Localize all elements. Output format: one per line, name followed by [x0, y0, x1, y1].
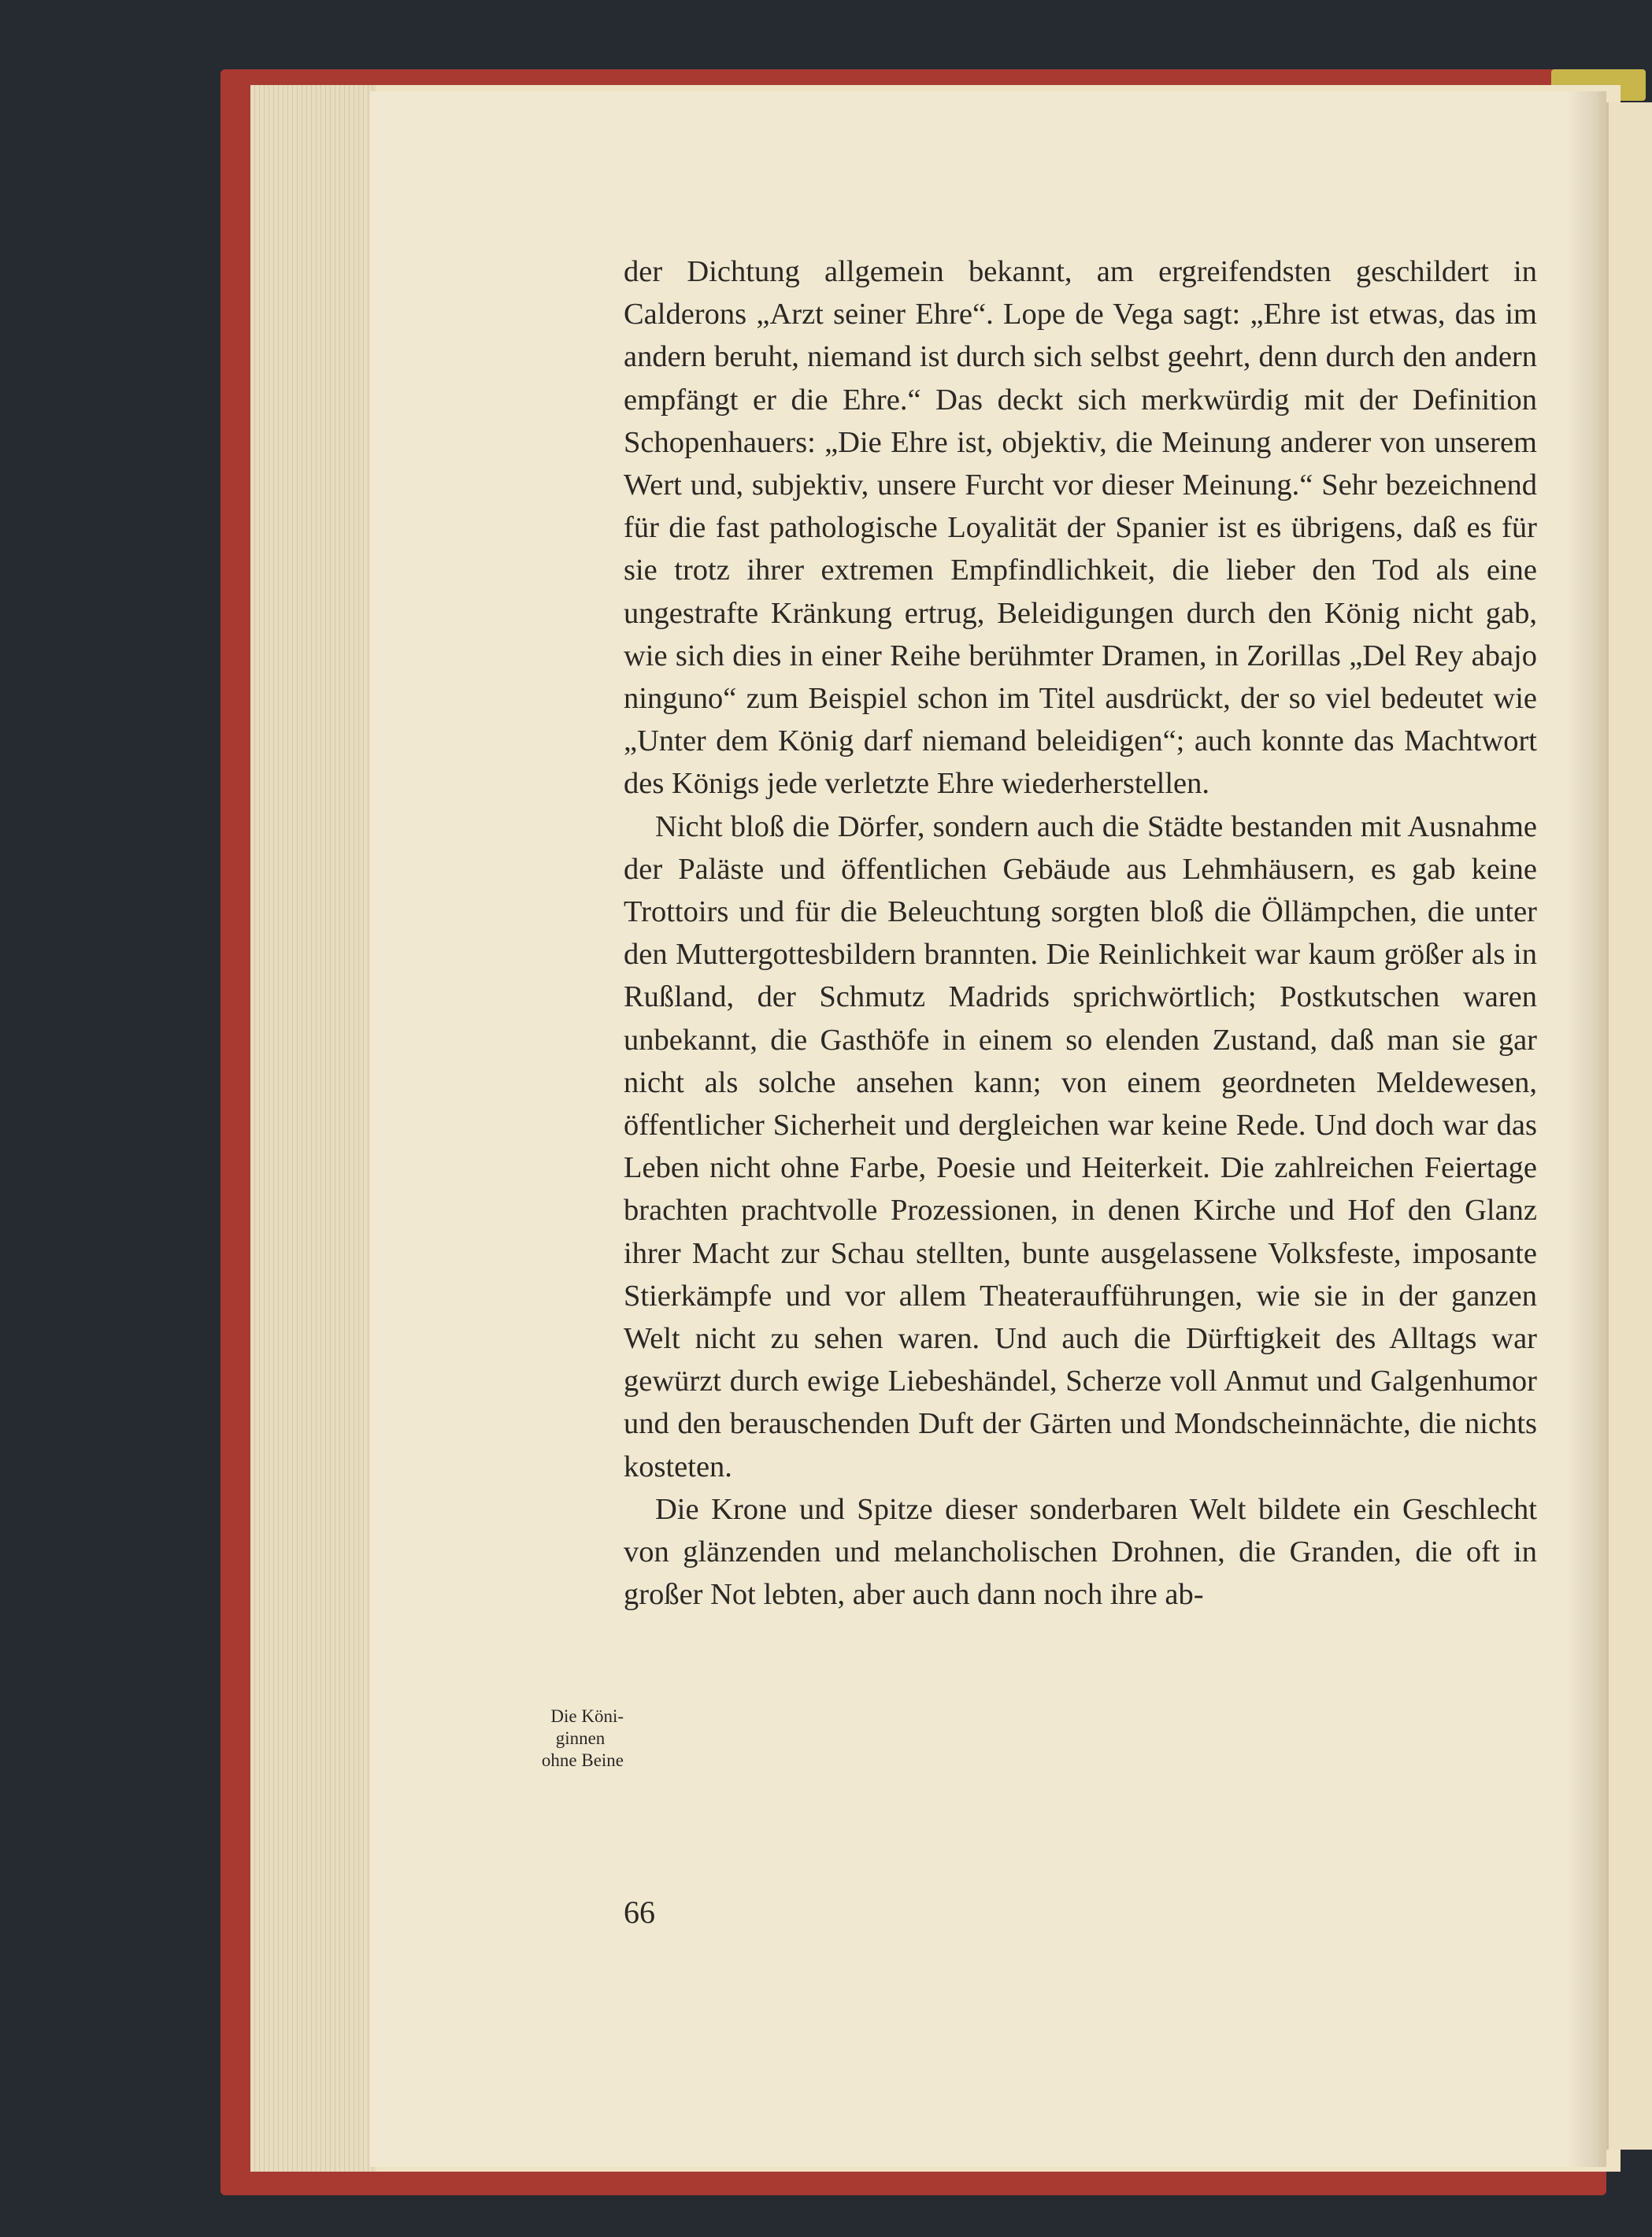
gutter-shadow [1567, 91, 1606, 2167]
page-edges [250, 85, 376, 2172]
paragraph-1: der Dichtung allgemein bekannt, am ergreifendsten geschildert in Calderons „Arzt seiner Ehre“. Lope de Vega sagt: „Ehre ist etwas, das im andern beruht, niemand ist durch sich selbst geehrt, denn durch den andern empfängt er die Ehre.“ Das deckt sich merkwürdig mit der Definition Schopenhauers: „Die Ehre ist, objektiv, die Meinung anderer von unserem Wert und, subjektiv, unsere Furcht vor dieser Meinung.“ Sehr bezeichnend für die fast pathologische Loyalität der Spanier ist es übrigens, daß es für sie trotz ihrer extremen Empfindlichkeit, die lieber den Tod als eine ungestrafte Kränkung ertrug, Beleidigungen durch den König nicht gab, wie sich dies in einer Reihe berühmter Dramen, in Zorillas „Del Rey abajo ninguno“ zum Beispiel schon im Titel ausdrückt, der so viel bedeutet wie „Unter dem König darf niemand beleidigen“; auch konnte das Machtwort des Königs jede verletzte Ehre wiederherstellen. [624, 255, 1537, 801]
body-text [624, 250, 1537, 1617]
page-number: 66 [624, 1894, 655, 1930]
margin-note [506, 1706, 624, 1772]
margin-note-line-1: Die Köni- [550, 1706, 624, 1726]
next-page-edge [1606, 102, 1652, 2150]
paragraph-2: Nicht bloß die Dörfer, sondern auch die Städte bestanden mit Ausnahme der Paläste und öffentlichen Gebäude aus Lehmhäusern, es gab keine Trottoirs und für die Beleuchtung sorgten bloß die Öllämpchen, die unter den Muttergottesbildern brannten. Die Reinlichkeit war kaum größer als in Rußland, der Schmutz Madrids sprichwörtlich; Postkutschen waren unbekannt, die Gasthöfe in einem so elenden Zustand, daß man sie gar nicht als solche ansehen kann; von einem geordneten Meldewesen, öffentlicher Sicherheit und dergleichen war keine Rede. Und doch war das Leben nicht ohne Farbe, Poesie und Heiterkeit. Die zahlreichen Feiertage brachten prachtvolle Prozessionen, in denen Kirche und Hof den Glanz ihrer Macht zur Schau stellten, bunte ausgelassene Volksfeste, imposante Stierkämpfe und vor allem Theateraufführungen, wie sie in der ganzen Welt nicht zu sehen waren. Und auch die Dürftigkeit des Alltags war gewürzt durch ewige Liebeshändel, Scherze voll Anmut und Galgenhumor und den berauschenden Duft der Gärten und Mondscheinnächte, die nichts kosteten. [624, 809, 1537, 1483]
paragraph-3: Die Krone und Spitze dieser sonderbaren Welt bildete ein Geschlecht von glänzenden und melancholischen Drohnen, die Granden, die oft in großer Not lebten, aber auch dann noch ihre ab- [624, 1492, 1537, 1612]
margin-note-line-2: ginnen [555, 1728, 606, 1748]
margin-note-line-3: ohne Beine [541, 1750, 624, 1770]
